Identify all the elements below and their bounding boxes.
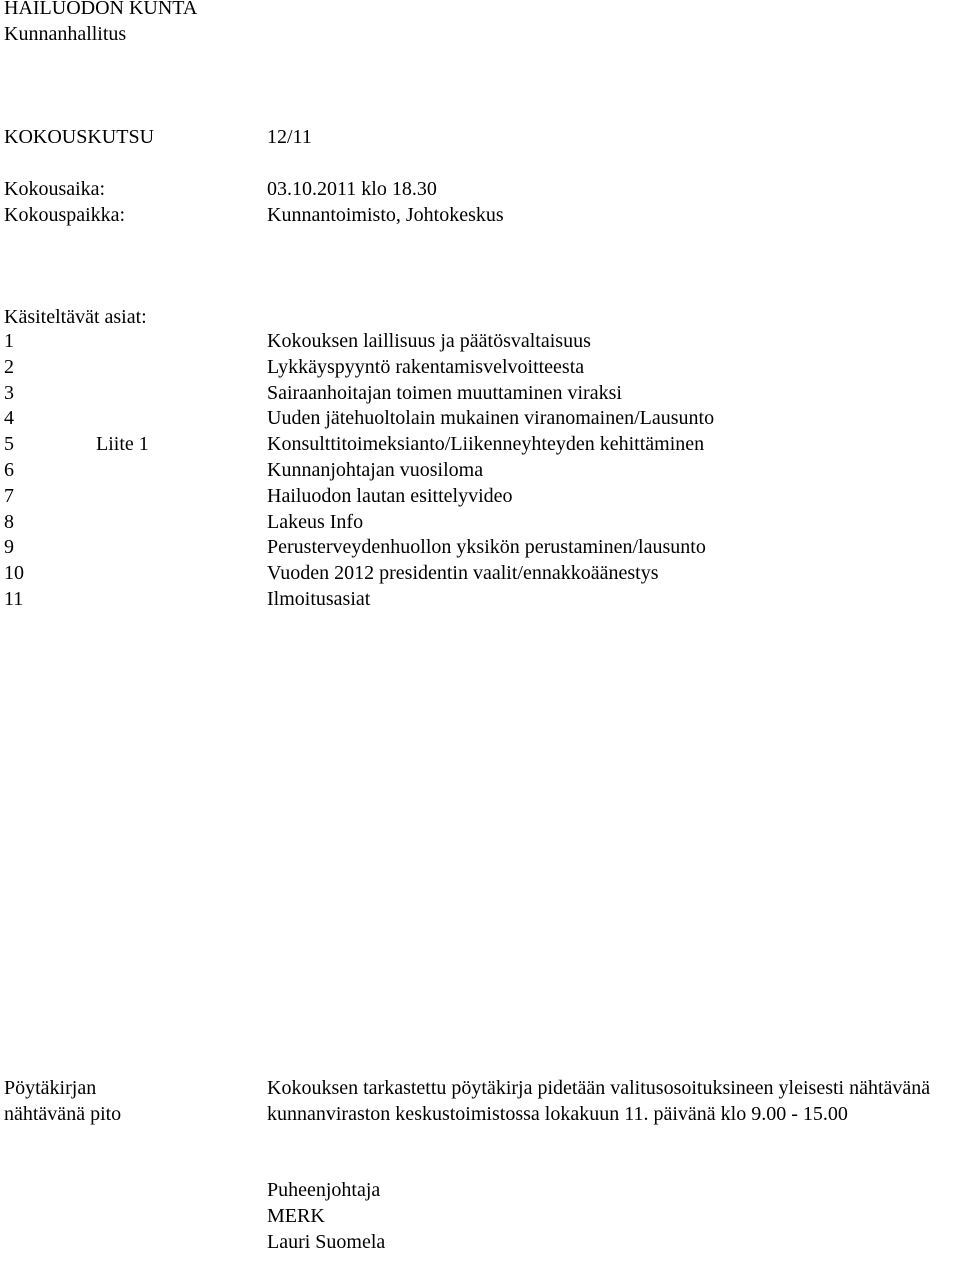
meeting-number: 12/11 — [267, 126, 312, 148]
agenda-item — [0, 483, 960, 509]
agenda-item-number: 11 — [4, 587, 24, 610]
agenda-item — [0, 586, 960, 612]
agenda-item-number: 8 — [4, 510, 14, 533]
agenda-item-title: Vuoden 2012 presidentin vaalit/ennakkoäänestys — [267, 562, 659, 585]
agenda-item — [0, 457, 960, 483]
agenda-item-title: Ilmoitusasiat — [267, 587, 371, 610]
agenda-item-number: 1 — [4, 330, 14, 352]
meeting-place-value: Kunnantoimisto, Johtokeskus — [267, 204, 504, 226]
board-name: Kunnanhallitus — [4, 23, 127, 45]
agenda-item — [0, 509, 960, 535]
agenda-item-title: Perusterveydenhuollon yksikön perustaminen/lausunto — [267, 536, 706, 559]
agenda-item-number: 7 — [4, 484, 14, 507]
agenda-item — [0, 328, 960, 354]
agenda-item-title: Sairaanhoitajan toimen muuttaminen viraksi — [267, 381, 622, 404]
agenda-item — [0, 431, 960, 457]
agenda-item — [0, 560, 960, 586]
agenda-item-attachment: Liite 1 — [96, 433, 149, 456]
document-title: KOKOUSKUTSU — [4, 126, 155, 148]
agenda-item-title: Konsulttitoimeksianto/Liikenneyhteyden kehittäminen — [267, 433, 705, 456]
agenda-item-title: Kunnanjohtajan vuosiloma — [267, 458, 484, 481]
agenda-item-number: 6 — [4, 458, 14, 481]
agenda-item — [0, 354, 960, 380]
agenda-item — [0, 405, 960, 431]
signature-mark: MERK — [267, 1205, 325, 1227]
agenda-item-title: Lakeus Info — [267, 510, 364, 533]
agenda-item-title: Hailuodon lautan esittelyvideo — [267, 484, 513, 507]
agenda-item-title: Lykkäyspyyntö rakentamisvelvoitteesta — [267, 355, 585, 378]
agenda-item-number: 9 — [4, 536, 14, 559]
minutes-label-line1: Pöytäkirjan — [4, 1077, 97, 1099]
meeting-time-label: Kokousaika: — [4, 178, 106, 200]
agenda-item — [0, 534, 960, 560]
signature-role: Puheenjohtaja — [267, 1179, 381, 1201]
agenda-item-number: 3 — [4, 381, 14, 404]
agenda-heading: Käsiteltävät asiat: — [4, 306, 147, 328]
agenda-item-number: 2 — [4, 355, 14, 378]
municipality-name: HAILUODON KUNTA — [4, 0, 198, 19]
meeting-place-label: Kokouspaikka: — [4, 204, 126, 226]
agenda-item-number: 5 — [4, 433, 14, 456]
signature-name: Lauri Suomela — [267, 1231, 386, 1253]
meeting-time-value: 03.10.2011 klo 18.30 — [267, 178, 437, 200]
agenda-item — [0, 380, 960, 406]
agenda-item-title: Uuden jätehuoltolain mukainen viranomainen/Lausunto — [267, 407, 715, 430]
agenda-item-number: 10 — [4, 562, 24, 585]
agenda-item-title: Kokouksen laillisuus ja päätösvaltaisuus — [267, 330, 591, 352]
minutes-text: Kokouksen tarkastettu pöytäkirja pidetään valitusosoituksineen yleisesti nähtävänä kunnanviraston keskustoimistossa lokakuun 11. päivänä klo 9.00 - 15.00 — [267, 1077, 931, 1125]
agenda-list — [0, 328, 960, 612]
agenda-item-number: 4 — [4, 407, 14, 430]
minutes-label-line2: nähtävänä pito — [4, 1103, 122, 1125]
